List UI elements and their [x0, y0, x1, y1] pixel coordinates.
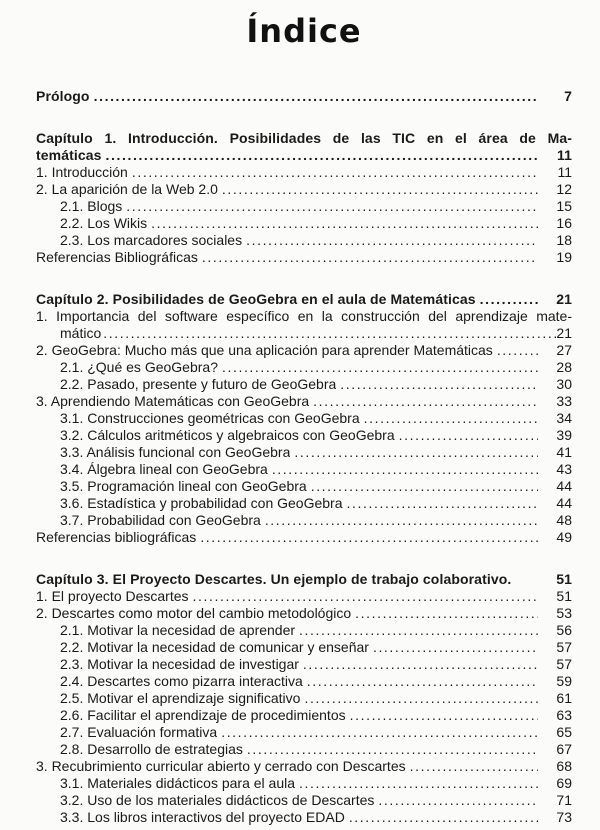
toc-entry-page-number: 21 [556, 291, 572, 307]
toc-entry-label: 2. La aparición de la Web 2.0 [36, 181, 218, 197]
toc-entry-line [36, 427, 572, 444]
toc-entry [36, 130, 572, 164]
toc-entry-line [36, 639, 572, 656]
toc-entry-line [36, 529, 572, 546]
toc-entry-line [36, 88, 572, 105]
toc-entry [36, 478, 572, 495]
toc-entry-line [36, 393, 572, 410]
toc-entry-label: 3.1. Construcciones geométricas con GeoGebra [60, 410, 360, 426]
toc-entry-page-number: 41 [556, 444, 572, 460]
toc-entry-label: 2.8. Desarrollo de estrategias [60, 741, 243, 757]
toc-entry-label: Capítulo 2. Posibilidades de GeoGebra en el aula de Matemáticas [36, 291, 476, 307]
toc-entry-page-number: 19 [556, 249, 572, 265]
toc-entry [36, 758, 572, 775]
toc-entry-line [36, 690, 572, 707]
toc-entry-line [36, 325, 572, 342]
toc-entry-line [36, 741, 572, 758]
toc-entry-label: 2.2. Motivar la necesidad de comunicar y enseñar [60, 639, 369, 655]
toc-entry [36, 232, 572, 249]
toc-entry [36, 444, 572, 461]
toc-entry-line [36, 232, 572, 249]
toc-entry [36, 393, 572, 410]
toc-entry-line [36, 444, 572, 461]
toc-entry-page-number: 11 [557, 147, 572, 163]
dot-leader [103, 325, 556, 342]
toc-entry [36, 376, 572, 393]
toc-entry-page-number: 11 [557, 164, 572, 180]
toc-entry-page-number: 44 [556, 478, 572, 494]
toc-entry [36, 249, 572, 266]
toc-entry-page-number: 56 [556, 622, 572, 638]
toc-entry-label: 3.6. Estadística y probabilidad con GeoGebra [60, 495, 343, 511]
toc-entry-page-number: 57 [556, 639, 572, 655]
toc-entry-line [36, 571, 572, 588]
toc-entry-label: 2.3. Motivar la necesidad de investigar [60, 656, 299, 672]
toc-entry-label: 3. Aprendiendo Matemáticas con GeoGebra [36, 393, 310, 409]
toc-entry [36, 215, 572, 232]
dot-leader [132, 164, 538, 181]
toc-entry-line [36, 605, 572, 622]
toc-entry [36, 605, 572, 622]
toc-entry-page-number: 12 [556, 181, 572, 197]
toc-entry-line [36, 478, 572, 495]
toc-entry [36, 673, 572, 690]
toc-entry [36, 690, 572, 707]
dot-leader [202, 249, 538, 266]
toc-entry-line [36, 656, 572, 673]
toc-entry-wrap-line: Capítulo 1. Introducción. Posibilidades de las TIC en el área de Ma- [36, 130, 572, 146]
toc-entry-label: temáticas [36, 147, 102, 163]
toc-entry-line [36, 164, 572, 181]
toc-entry-label: 2.1. ¿Qué es GeoGebra? [60, 359, 218, 375]
toc-entry-page-number: 73 [556, 809, 572, 825]
toc-entry [36, 656, 572, 673]
toc-entry-label: 1. Introducción [36, 164, 128, 180]
toc-entry-line [36, 410, 572, 427]
toc-entry [36, 342, 572, 359]
toc-entry-page-number: 16 [556, 215, 572, 231]
toc-entry-label: 3.4. Álgebra lineal con GeoGebra [60, 461, 268, 477]
toc-entry-line [36, 673, 572, 690]
toc-entry [36, 588, 572, 605]
toc-entry-line [36, 359, 572, 376]
dot-leader [222, 181, 538, 198]
dot-leader [221, 724, 538, 741]
toc-entry [36, 622, 572, 639]
toc-entry-line [36, 181, 572, 198]
toc-entry [36, 495, 572, 512]
toc-entry-line [36, 342, 572, 359]
toc-entry-line [36, 707, 572, 724]
toc-entry-label: 3.2. Cálculos aritméticos y algebraicos con GeoGebra [60, 427, 395, 443]
toc-entry [36, 198, 572, 215]
dot-leader [247, 741, 538, 758]
toc-entry-line [36, 461, 572, 478]
toc-entry-label: 2.2. Los Wikis [60, 215, 148, 231]
dot-leader [299, 775, 538, 792]
toc-entry-page-number: 21 [556, 325, 572, 341]
dot-leader [307, 673, 538, 690]
toc-entry-wrap-line: 1. Importancia del software específico en la construcción del aprendizaje mate- [36, 308, 572, 324]
toc-entry-page-number: 39 [556, 427, 572, 443]
dot-leader [299, 622, 538, 639]
toc-entry [36, 359, 572, 376]
toc-entry-page-number: 43 [556, 461, 572, 477]
toc-entry-page-number: 49 [556, 529, 572, 545]
dot-leader [364, 410, 538, 427]
dot-leader [265, 512, 538, 529]
dot-leader [349, 809, 538, 826]
dot-leader [378, 792, 538, 809]
toc-entry-page-number: 61 [556, 690, 572, 706]
toc-entry-line [36, 792, 572, 809]
toc-entry-page-number: 57 [556, 656, 572, 672]
toc-entry-label: 2. GeoGebra: Mucho más que una aplicación para aprender Matemáticas [36, 342, 493, 358]
toc-entry [36, 410, 572, 427]
dot-leader [480, 291, 538, 308]
toc-entry [36, 181, 572, 198]
toc-entry-line [36, 758, 572, 775]
dot-leader [313, 393, 538, 410]
toc-entry [36, 792, 572, 809]
toc-entry-label: 2.6. Facilitar el aprendizaje de procedimientos [60, 707, 346, 723]
dot-leader [399, 427, 538, 444]
toc-entry-line [36, 291, 572, 308]
dot-leader [222, 359, 538, 376]
dot-leader [106, 147, 539, 164]
toc-entry-page-number: 53 [556, 605, 572, 621]
dot-leader [151, 215, 538, 232]
toc-entry-label: 3. Recubrimiento curricular abierto y cerrado con Descartes [36, 758, 406, 774]
toc-entry [36, 461, 572, 478]
toc-entry-page-number: 30 [556, 376, 572, 392]
dot-leader [303, 656, 538, 673]
toc-entry [36, 529, 572, 546]
toc-entry-label: Capítulo 3. El Proyecto Descartes. Un ejemplo de trabajo colaborativo. [36, 571, 512, 587]
dot-leader [347, 495, 538, 512]
dot-leader [497, 342, 538, 359]
toc-entry-line [36, 249, 572, 266]
toc-entry-page-number: 71 [556, 792, 572, 808]
toc-entry-label: 3.3. Los libros interactivos del proyecto EDAD [60, 809, 345, 825]
dot-leader [350, 707, 538, 724]
toc-entry-page-number: 15 [556, 198, 572, 214]
toc-entry-page-number: 27 [556, 342, 572, 358]
dot-leader [304, 690, 538, 707]
toc-entry-line [36, 724, 572, 741]
toc-entry-line [36, 512, 572, 529]
toc-entry-page-number: 69 [556, 775, 572, 791]
toc-entry [36, 809, 572, 826]
toc-entry-label: Referencias Bibliográficas [36, 249, 198, 265]
dot-leader [94, 88, 538, 105]
dot-leader [294, 444, 538, 461]
toc-entry [36, 741, 572, 758]
toc-entry-label: 2.2. Pasado, presente y futuro de GeoGebra [60, 376, 337, 392]
toc-entry [36, 291, 572, 308]
toc-entry-label: 3.7. Probabilidad con GeoGebra [60, 512, 261, 528]
toc-entry [36, 512, 572, 529]
toc-entry-line [36, 588, 572, 605]
toc-entry-page-number: 7 [564, 88, 572, 104]
toc-entry [36, 724, 572, 741]
toc-entry-line [36, 775, 572, 792]
toc-entry [36, 707, 572, 724]
toc-entry-line [36, 495, 572, 512]
toc-entry-page-number: 28 [556, 359, 572, 375]
toc-entry-page-number: 67 [556, 741, 572, 757]
toc-entry-line [36, 147, 572, 164]
dot-leader [200, 529, 538, 546]
toc-entry [36, 308, 572, 342]
toc-entry-label: Referencias bibliográficas [36, 529, 197, 545]
toc-entry-page-number: 51 [556, 588, 572, 604]
toc-entry-label: 2.7. Evaluación formativa [60, 724, 218, 740]
toc-entry-page-number: 51 [556, 571, 572, 587]
dot-leader [193, 588, 538, 605]
toc-entry-label: 2. Descartes como motor del cambio metodológico [36, 605, 352, 621]
toc-entry-line [36, 198, 572, 215]
dot-leader [410, 758, 538, 775]
toc-entry-label: 2.3. Los marcadores sociales [60, 232, 243, 248]
toc-entry-label: 3.5. Programación lineal con GeoGebra [60, 478, 307, 494]
toc-entry-page-number: 34 [556, 410, 572, 426]
toc-entry [36, 164, 572, 181]
toc-entry-page-number: 33 [556, 393, 572, 409]
toc-entry [36, 88, 572, 105]
toc-entry-label: 3.2. Uso de los materiales didácticos de Descartes [60, 792, 375, 808]
toc-entry-label: 3.3. Análisis funcional con GeoGebra [60, 444, 291, 460]
toc-entry-page-number: 44 [556, 495, 572, 511]
toc-entry-label: 2.1. Blogs [60, 198, 123, 214]
toc-entry-page-number: 59 [556, 673, 572, 689]
toc-entry-page-number: 68 [556, 758, 572, 774]
table-of-contents [36, 88, 572, 826]
toc-entry-line [36, 215, 572, 232]
page-title: Índice [246, 12, 362, 50]
toc-entry [36, 639, 572, 656]
toc-entry-label: 2.1. Motivar la necesidad de aprender [60, 622, 296, 638]
dot-leader [340, 376, 538, 393]
toc-entry [36, 427, 572, 444]
toc-entry-label: mático [60, 325, 102, 341]
toc-entry-page-number: 18 [556, 232, 572, 248]
dot-leader [272, 461, 538, 478]
toc-entry-line [36, 622, 572, 639]
toc-entry-label: 2.5. Motivar el aprendizaje significativo [60, 690, 301, 706]
toc-chapter-entry [36, 571, 572, 588]
toc-entry-label: 3.1. Materiales didácticos para el aula [60, 775, 296, 791]
toc-entry-label: 1. El proyecto Descartes [36, 588, 189, 604]
toc-entry-page-number: 48 [556, 512, 572, 528]
toc-entry-label: Prólogo [36, 88, 90, 104]
dot-leader [373, 639, 538, 656]
toc-entry-line [36, 809, 572, 826]
toc-entry-page-number: 65 [556, 724, 572, 740]
dot-leader [246, 232, 538, 249]
dot-leader [355, 605, 538, 622]
toc-entry-page-number: 63 [556, 707, 572, 723]
toc-entry [36, 775, 572, 792]
dot-leader [311, 478, 538, 495]
dot-leader [126, 198, 538, 215]
toc-entry-label: 2.4. Descartes como pizarra interactiva [60, 673, 303, 689]
toc-entry-line [36, 376, 572, 393]
